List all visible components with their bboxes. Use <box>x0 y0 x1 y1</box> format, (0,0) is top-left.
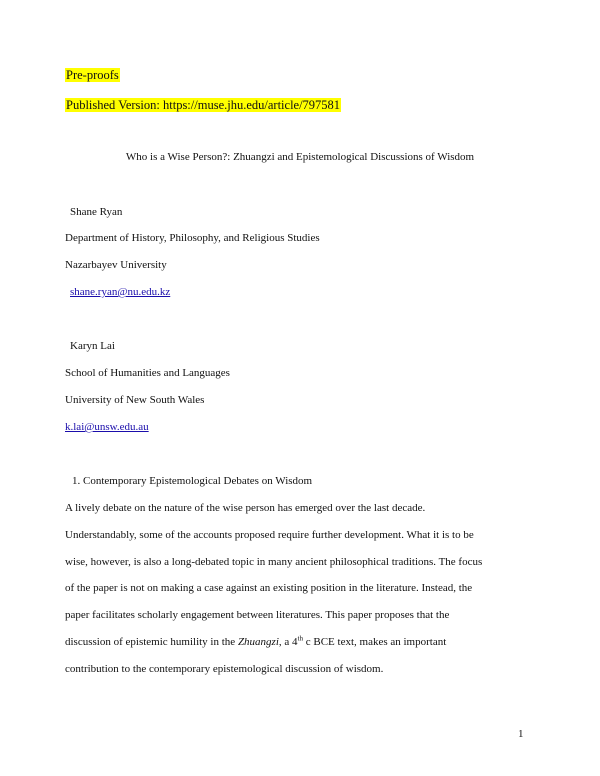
author-email-1[interactable] <box>70 286 170 298</box>
body-paragraph <box>65 495 535 683</box>
published-url[interactable]: https://muse.jhu.edu/article/797581 <box>163 98 341 112</box>
author-name-2: Karyn Lai <box>70 340 115 352</box>
body-line-7: contribution to the contemporary epistemological discussion of wisdom. <box>65 662 384 675</box>
author-institution-2: University of New South Wales <box>65 394 205 406</box>
body-line-4: of the paper is not on making a case against an existing position in the literature. Instead, the <box>65 582 473 595</box>
published-prefix: Published Version: <box>66 98 163 112</box>
author-email-2[interactable] <box>65 421 149 433</box>
section-heading: 1. Contemporary Epistemological Debates on Wisdom <box>72 475 313 487</box>
status-label: Pre-proofs <box>66 68 119 82</box>
author-department-1: Department of History, Philosophy, and Religious Studies <box>65 232 320 244</box>
author-department-2: School of Humanities and Languages <box>65 367 230 379</box>
author-institution-1: Nazarbayev University <box>65 259 167 271</box>
work-title-italic: Zhuangzi <box>237 635 279 648</box>
page-number: 1 <box>518 728 524 740</box>
body-line-5: paper facilitates scholarly engagement between literatures. This paper proposes that the <box>65 609 450 622</box>
email-link-1[interactable]: shane.ryan@nu.edu.kz <box>70 286 171 298</box>
body-line-3: wise, however, is also a long-debated topic in many ancient philosophical traditions. The focus <box>65 555 483 568</box>
body-line-6: discussion of epistemic humility in the Zhuangzi, a 4th c BCE text, makes an important <box>65 634 447 648</box>
body-line-1: A lively debate on the nature of the wise person has emerged over the last decade. <box>65 502 426 514</box>
paper-title: Who is a Wise Person?: Zhuangzi and Epistemological Discussions of Wisdom <box>125 151 475 163</box>
body-line-2: Understandably, some of the accounts proposed require further development. What it is to be <box>65 528 474 541</box>
email-link-2[interactable]: k.lai@unsw.edu.au <box>65 421 149 433</box>
published-version-line <box>65 98 341 113</box>
author-name-1: Shane Ryan <box>70 206 123 218</box>
